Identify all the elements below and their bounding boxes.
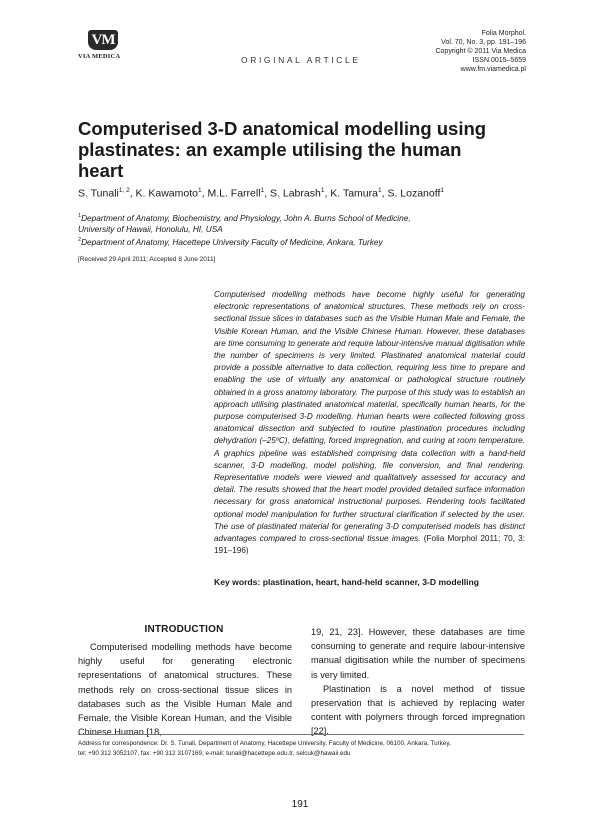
paragraph: Computerised modelling methods have become highly useful for generating electronic representations of anatomical structures. These methods rely on cross-sectional tissue slices in databases such as the Visible Human Male and Female, the Visible Korean Human, and the Visible Chinese Human [18, xyxy=(78,642,292,738)
abstract-citation: (Folia Morphol 2011; 70, 3: 191–196) xyxy=(214,534,525,556)
footer-divider xyxy=(78,734,524,735)
logo-mark: VM xyxy=(88,30,118,50)
author-separator: , xyxy=(264,187,271,200)
section-label: ORIGINAL ARTICLE xyxy=(241,55,361,65)
affiliation-2 xyxy=(78,235,411,248)
affiliation-number: 2 xyxy=(78,236,82,243)
author-separator: , xyxy=(129,187,136,200)
author-affiliation: 1 xyxy=(320,187,325,194)
journal-issn: ISSN 0015–5659 xyxy=(472,57,526,64)
article-title: Computerised 3-D anatomical modelling using plastinates: an example utilising the human heart xyxy=(78,118,487,181)
author-list xyxy=(78,187,444,200)
paragraph: 19, 21, 23]. However, these databases are time consuming to generate and require labour-intensive manual digitisation while the number of specimens is very limited. xyxy=(311,627,525,680)
affiliation-text: Department of Anatomy, Biochemistry, and Physiology, John A. Burns School of Medicine, xyxy=(81,212,411,223)
journal-copyright: Copyright © 2011 Via Medica xyxy=(435,48,526,55)
journal-info xyxy=(435,29,526,74)
keywords-text: plastination, heart, hand-held scanner, 3-D modelling xyxy=(262,577,480,587)
body-column-right xyxy=(311,625,525,739)
author-affiliation: 1 xyxy=(377,187,382,194)
logo-text: VIA MEDICA xyxy=(78,53,121,60)
correspondence-footnote xyxy=(78,739,451,759)
page-number: 191 xyxy=(291,799,309,810)
author-affiliation: 1 xyxy=(198,187,202,194)
author-separator: , xyxy=(324,187,331,200)
author-name: M.L. Farrell xyxy=(207,187,261,200)
keywords xyxy=(214,577,534,587)
affiliation-text: Department of Anatomy, Hacettepe University Faculty of Medicine, Ankara, Turkey xyxy=(81,236,383,247)
author-affiliation: 1, 2 xyxy=(118,187,130,194)
affiliation-1-cont: University of Hawaii, Honolulu, HI, USA xyxy=(78,223,223,234)
author-name: K. Tamura xyxy=(330,187,378,200)
author-name: S. Labrash xyxy=(270,187,321,200)
author-affiliation: 1 xyxy=(260,187,265,194)
correspondence-address: Address for correspondence: Dr. S. Tunali, Department of Anatomy, Hacettepe University, Faculty of Medicine, 06100, Ankara, Turkey, xyxy=(78,740,451,747)
journal-name: Folia Morphol. xyxy=(481,30,526,37)
received-dates: [Received 29 April 2011; Accepted 8 June 2011] xyxy=(78,256,216,263)
affiliation-number: 1 xyxy=(78,213,82,219)
correspondence-contact: tel: +90 312 3052107, fax: +90 312 3107169, e-mail: tunali@hacettepe.edu.tr, selcuk@hawaii.edu xyxy=(78,750,351,757)
publisher-logo xyxy=(78,30,128,60)
body-column-left xyxy=(78,640,292,739)
journal-url[interactable]: www.fm.viamedica.pl xyxy=(460,66,526,73)
affiliation-1 xyxy=(78,211,411,224)
journal-volume: Vol. 70, No. 3, pp. 191–196 xyxy=(441,39,526,46)
section-heading-introduction: INTRODUCTION xyxy=(144,624,224,635)
abstract-text: Computerised modelling methods have become highly useful for generating electronic representations of anatomical structures. These methods rely on cross-sectional tissue slices in databases such as the Visible Human Male and Female, the Visible Korean Human, and the Visible Chinese Human. However, these databases are time consuming to generate and require labour-intensive manual digitisation while the number of specimens is very limited. Plastinated anatomical material could provide a possible alternative to data collection, requiring less time to prepare and enabling the use of virtually any anatomical or pathological structure routinely obtained in a gross anatomy laboratory. The purpose of this study was to establish an approach utilising plastinated anatomical material, specifically human hearts, for the purpose computerised 3-D modelling. Human hearts were collected following gross anatomical dissection and subjected to routine plastination procedures including dehydration (–25ºC), defatting, forced impregnation, and curing at room temperature. A graphics pipeline was established comprising data collection with a hand-held scanner, 3-D modelling, model polishing, file conversion, and final rendering. Representative models were viewed and qualitatively assessed for accuracy and detail. The results showed that the heart model provided detailed surface information necessary for gross anatomical instructional purposes. Rendering tools facilitated optional model manipulation for further structural clarification if selected by the user. The use of plastinated material for generating 3-D computerised models has distinct advantages compared to cross-sectional tissue images. xyxy=(214,290,525,544)
paragraph: Plastination is a novel method of tissue preservation that is achieved by replacing water content with polymers through forced impregnation [22]. xyxy=(311,683,525,737)
author-name: S. Lozanoff xyxy=(387,187,441,200)
author-name: K. Kawamoto xyxy=(135,187,198,200)
author-affiliation: 1 xyxy=(440,187,444,194)
author-separator: , xyxy=(381,187,388,200)
author-name: S. Tunali xyxy=(78,187,119,200)
abstract xyxy=(214,289,525,557)
affiliations xyxy=(78,211,411,248)
author-separator: , xyxy=(201,187,208,200)
keywords-label: Key words: xyxy=(214,577,261,587)
